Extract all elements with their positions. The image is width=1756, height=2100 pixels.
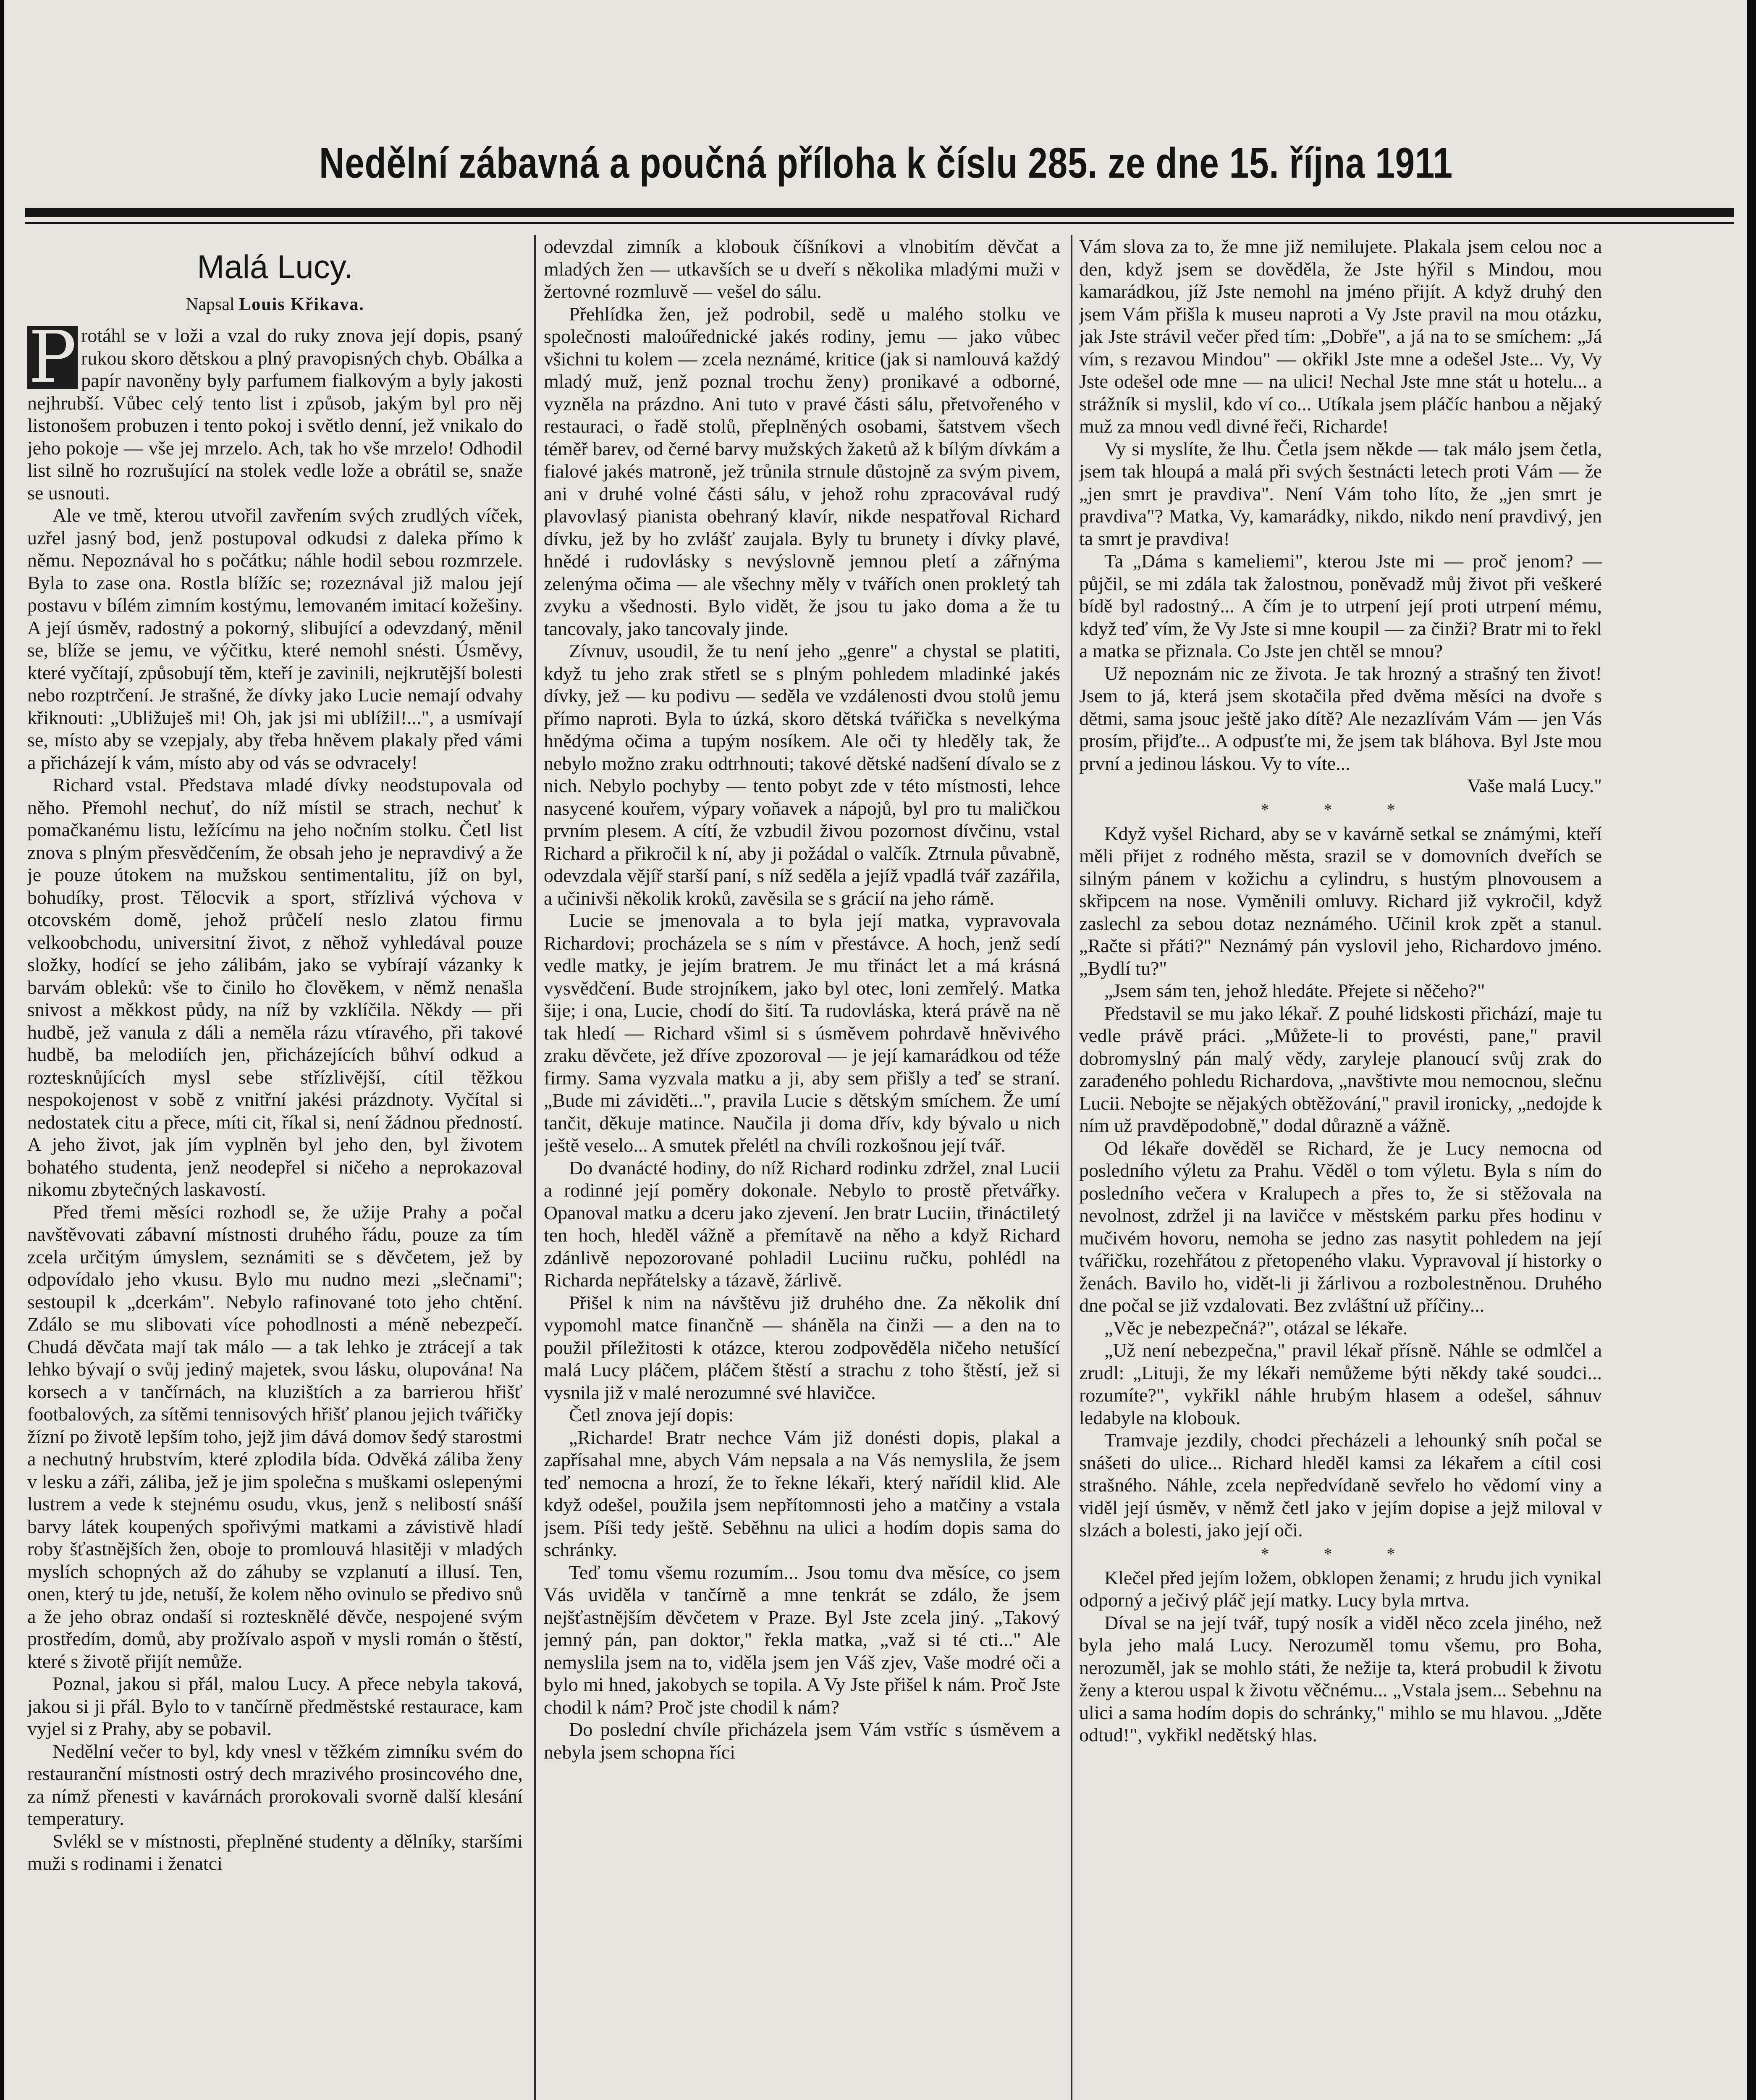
paragraph-text: rotáhl se v loži a vzal do ruky znova její dopis, psaný rukou skoro dětskou a plný pravopisných chyb. Obálka a papír navoněny byly parfumem fialkovým a byly jakosti nejhrubší. Vůbec celý tento list i způsob, jakým byl pro něj listonošem probuzen i tento pokoj i světlo denní, jež vnikalo do jeho pokoje — vše jej mrzelo. Ach, tak ho vše mrzelo! Odhodil list silně ho rozrušující na stolek vedle lože a obrátil se, snaže se usnouti. xyxy=(27,325,523,504)
paragraph: Ale ve tmě, kterou utvořil zavřením svých zrudlých víček, uzřel jasný bod, jenž postupoval odkudsi z daleka přímo k němu. Nepoznával ho s počátku; náhle hodil sebou rozmrzele. Byla to zase ona. Rostla blížíc se; rozeznával již malou její postavu v bílém zimním kostýmu, lemovaném imitací kožešiny. A její úsměv, radostný a pokorný, slibující a odevzdaný, měnil se, blíže se jemu, ve výčitku, které nemohl snésti. Úsměvy, které vyčítají, způsobují těm, kteří je zavinili, nejkrutější bolesti nebo rozptrčení. Je strašné, že dívky jako Lucie nemají odvahy křiknouti: „Ubližuješ mi! Oh, jak jsi mi ublížil!...", a usmívají se, místo aby se vzepjaly, aby třeba hněvem plakaly před vámi a přicházejí k vám, místo aby od vás se odvracely! xyxy=(27,504,523,773)
column-3 xyxy=(1079,235,1602,2100)
header-rule-thin xyxy=(25,222,1734,224)
letter-paragraph: Teď tomu všemu rozumím... Jsou tomu dva měsíce, co jsem Vás uviděla v tančírně a mne tenkrát se zdálo, že jsem nejšťastnějším děvčetem v Praze. Byl Jste zcela jiný. „Takový jemný pán, pan doktor," řekla matka, „važ si té cti..." Ale nemyslila jsem na to, viděla jsem jen Váš zjev, Vaše modré oči a bylo mi hned, jakobych se topila. A Vy Jste přišel k nám. Proč Jste chodil k nám? Proč jste chodil k nám? xyxy=(544,1561,1060,1718)
column-rule xyxy=(534,235,536,2100)
paragraph: Klečel před jejím ložem, obklopen ženami; z hrudu jich vynikal odporný a ječivý pláč její matky. Lucy byla mrtva. xyxy=(1079,1567,1602,1611)
letter-paragraph: Do poslední chvíle přicházela jsem Vám vstříc s úsměvem a nebyla jsem schopna říci xyxy=(544,1719,1060,1763)
paragraph: Četl znova její dopis: xyxy=(569,1404,734,1425)
column-2 xyxy=(544,235,1060,2100)
newspaper-page xyxy=(4,0,1747,2100)
section-break: * * * xyxy=(1261,800,1421,819)
paragraph: Nedělní večer to byl, kdy vnesl v těžkém zimníku svém do restauranční místnosti ostrý dech mrazivého prosincového dne, za nímž přenesti v kavárnách prorokovali svorně další klesání temperatury. xyxy=(27,1740,523,1829)
story-title: Malá Lucy. xyxy=(197,248,353,285)
paragraph xyxy=(27,316,523,504)
paragraph: Přehlídka žen, jež podrobil, sedě u malého stolku ve společnosti maloúřednické jakés rodiny, jemu — jako vůbec všichni tu kolem — zcela neznámé, kritice (jak si namlouvá každý mladý muž, jenž poznal trochu ženy) pronikavé a odborné, vyzněla na prázdno. Ani tuto v pravé části sálu, přetvořeného v restauraci, o řadě stolů, přeplněných osobami, šatstvem všech téměř barev, od černé barvy mužských žaketů až k bílým dívkám a fialové jakés matroně, jež trůnila strnule důstojně za svým pivem, ani v druhé volné části sálu, v jehož rohu zpracovával rudý plavovlasý pianista obehraný klavír, nikde nespatřoval Richard dívku, jež by ho zvlášť zaujala. Byly tu brunety i dívky plavé, hnědé i rudovlásky s nevýslovně jemnou pletí a zářnýma zelenýma očima — ale všechny měly v tvářích onen prokletý tah zvyku a všednosti. Bylo vidět, že jsou tu jako doma a že tu tancovaly, jako tancovaly jinde. xyxy=(544,303,1060,639)
letter-paragraph: Ta „Dáma s kameliemi", kterou Jste mi — proč jenom? — půjčil, se mi zdála tak žalostnou, poněvadž můj život při veškeré bídě byl radostný... A čím je to utrpení její proti utrpení mému, když teď vím, že Vy Jste si mne koupil — za činži? Bratr mi to řekl a matka se přiznala. Co Jste jen chtěl se mnou? xyxy=(1079,550,1602,662)
paragraph: Přišel k nim na návštěvu již druhého dne. Za několik dní vypomohl matce finančně — shánělа na činži — a den na to použil příležitosti k otázce, kterou zodpověděla ničeho netušící malá Lucy pláčem, pláčem štěstí a strachu z toho štěstí, jež si vysnila již v malé nerozumné své hlavičce. xyxy=(544,1292,1060,1403)
paragraph: Představil se mu jako lékař. Z pouhé lidskosti přichází, maje tu vedle právě práci. „Můžete-li to provésti, pane," pravil dobromyslný pán malý vědy, zaryleje planoucí svůj zrak do zarađeného pohledu Richardova, „navštivte mou nemocnou, slečnu Lucii. Nebojte se nějakých obtěžování," pravil ironicky, „nedojde k ním už pravděpodobně," dodal důrazně a vážně. xyxy=(1079,1002,1602,1136)
byline-prefix: Napsal xyxy=(186,295,235,314)
column-rule xyxy=(1071,235,1072,2100)
paragraph: Díval se na její tvář, tupý nosík a viděl něco zcela jiného, než byla jeho malá Lucy. Nerozuměl tomu všemu, pro Boha, nerozuměl, jak se mohlo státi, že nežije ta, která probudil k životu ženy a kterou uspal k životu věčnému... „Vstala jsem... Sebehnu na ulici a sama hodím dopis do schránky," mihlo se mu hlavou. „Jděte odtud!", vykřikl nedětský hlas. xyxy=(1079,1612,1602,1746)
letter-signature: Vaše malá Lucy." xyxy=(1467,775,1602,796)
column-1 xyxy=(27,235,523,2100)
paragraph: Zívnuv, usoudil, že tu není jeho „genre" a chystal se platiti, když tu jeho zrak střetl se s plným pohledem mladinké jakés dívky, jež — ku podivu — seděla ve vzdálenosti dvou stolů jemu přímo naproti. Byla to úzká, skoro dětská tvářička s nevelkýma hnědýma očima a tupým nosíkem. Ale oči ty hleděly tak, že nebylo možno zraku odtrhnouti; takové dětské nadšení dívalo se z nich. Nebylo pochyby — tento pobyt zde v této místnosti, lehce nasycené kouřem, výpary voňavek a nápojů, byl pro tu maličkou prvním plesem. A cítí, že vzbudil živou pozornost dívčinu, vstal Richard a přikročil k ní, aby ji požádal o valčík. Ztrnula půvabně, odevzdala vějíř starší paní, s níž seděla a jejíž vpadlá tvář zazářila, a učinivši několik kroků, zavěsila se s grácií na jeho rámě. xyxy=(544,640,1060,909)
paragraph: Poznal, jakou si přál, malou Lucy. A přece nebyla taková, jakou si ji přál. Bylo to v tančírně předměstské restaurace, kam vyjel si z Prahy, aby se pobavil. xyxy=(27,1673,523,1739)
paragraph: Když vyšel Richard, aby se v kavárně setkal se známými, kteří měli přijet z rodného města, srazil se v domovních dveřích se silným pánem v kožichu a cylindru, s hustým plnovousem a skřipcem na nose. Vyměnili omluvy. Richard již vykročil, když zaslechl za sebou dotaz neznámého. Učinil krok zpět a stanul. „Račte si přáti?" Neznámý pán vyslovil jeho, Richardovo jméno. „Bydlí tu?" xyxy=(1079,822,1602,979)
paragraph: Tramvaje jezdily, chodci přecházeli a lehounký sníh počal se snášeti do ulice... Richard hleděl kamsi za lékařem a cítil cosi strašného. Náhle, zcela nepředvídaně sevřelo ho vědomí viny a viděl její úsměv, v němž četl jako v jejím dopise a jejž miloval v slzách a bolesti, jako její oči. xyxy=(1079,1429,1602,1541)
paragraph: „Už není nebezpečna," pravil lékař přísně. Náhle se odmlčel a zrudl: „Lituji, že my lékaři nemůžeme býti někdy také soudci... rozumíte?", vykřikl náhle hrubým hlasem a odešel, sáhnuv ledabyle na klobouk. xyxy=(1079,1339,1602,1428)
drop-cap: P xyxy=(27,326,78,389)
byline-author: Louis Křikava. xyxy=(239,295,364,314)
letter-paragraph: „Richarde! Bratr nechce Vám již donésti dopis, plakal a zapřísahal mne, abych Vám nepsala a na Vás nemyslila, že jsem teď nemocna a hrozí, že to řekne lékaři, který nařídil klid. Ale když odešel, použila jsem nepřítomnosti jeho a matčiny a vstala jsem. Píši tedy ještě. Seběhnu na ulici a hodím dopis sama do schránky. xyxy=(544,1426,1060,1560)
paragraph: Od lékaře dověděl se Richard, že je Lucy nemocna od posledního výletu za Prahu. Věděl o tom výletu. Byla s ním do posledního večera v Kralupech a přes to, že si stěžovala na nevolnost, zdržel ji na lavičce v městském parku přes hodinu v mučivém hovoru, nemoha se jedno zas nasytit pohledem na její tvářičku, rozehřátou z přetopeného vlaku. Vypravoval jí historky o ženách. Bavilo ho, vidět-li ji žárlivou a rozbolestněnou. Druhého dne počal se již vzdalovati. Bez zvláštní už příčiny... xyxy=(1079,1137,1602,1316)
paragraph: Lucie se jmenovala a to byla její matka, vypravovala Richardovi; procházela se s ním v přestávce. A hoch, jenž sedí vedle matky, je jejím bratrem. Je mu třináct let a má krásná vysvědčení. Bude strojníkem, jako byl otec, loni zemřelý. Matka šije; i ona, Lucie, chodí do šití. Ta rudovláska, která právě na ně tak hledí — Richard všiml si s úsměvem pohrdavě hněvivého zraku děvčete, jež dříve zpozoroval — je její kamarádkou od téže firmy. Sama vyzvala matku a ji, aby sem přišly a teď se straní. „Bude mi záviděti...", pravila Lucie s dětským smíchem. Že umí tančit, děkuje matince. Naučila ji doma dřív, kdy bývalo u nich ještě veselo... A smutek přelétl na chvíli rozkošnou její tvář. xyxy=(544,910,1060,1156)
header-rule xyxy=(25,208,1734,217)
section-break: * * * xyxy=(1261,1544,1421,1563)
paragraph: odevzdal zimník a klobouk číšníkovi a vlnobitím děvčat a mladých žen — utkavších se u dveří s několika mladými muži v žertovné rozmluvě — vešel do sálu. xyxy=(544,236,1060,302)
letter-paragraph: Vám slova za to, že mne již nemilujete. Plakala jsem celou noc a den, když jsem se dověděla, že Jste hýřil s Mindou, mou kamarádkou, jíž Jste nemohl na jméno přijít. A když druhý den jsem Vám přišla k museu naproti a Vy Jste pravil na mou otázku, jak Jste strávil večer před tím: „Dobře", a já na to se smíchem: „Já vím, s rezavou Mindou" — okřikl Jste mne a odešel Jste... Vy, Vy Jste odešel ode mne — na ulici! Nechal Jste mne stát u hotelu... a strážník si myslil, kdo ví co... Utíkala jsem pláčíc hanbou a nějaký muž za mnou vedl divné řeči, Richarde! xyxy=(1079,236,1602,437)
paragraph: Richard vstal. Představa mladé dívky neodstupovala od něho. Přemohl nechuť, do níž místil se strach, nechuť k pomačkanému listu, ležícímu na jeho nočním stolku. Četl list znova s plným přesvědčením, že obsah jeho je nepravdivý a že je pouze útokem na mužskou sentimentalitu, jíž on byl, bohudíky, prost. Tělocvik a sport, střízlivá výchova v otcovském domě, jehož průčelí neslo zlatou firmu velkoobchodu, universitní život, z něhož vyhledával pouze složky, hodící se jeho zálibám, jako se vybírají vázanky k barvám obleků: vše to činilo ho člověkem, v němž nenašla snivost a měkkost půdy, na níž by vzklíčila. Někdy — při hudbě, jež vanula z dáli a neměla rázu vtíravého, při takové hudbě, ba melodiích jen, přicházejících bůhví odkud a roztesknůjících mysl sebe střízlivější, cítil těžkou nespokojenost v sobě z vnitřní jakési prázdnoty. Vyčítal si nedostatek citu a přece, míti cit, říkal si, není žádnou předností. A jeho život, jak jím vyplněn byl jeho den, byl životem bohatého studenta, jenž neodepřel si ničeho a neprokazoval nikomu zbytečných laskavostí. xyxy=(27,774,523,1200)
byline xyxy=(27,290,523,319)
paragraph: Před třemi měsíci rozhodl se, že užije Prahy a počal navštěvovati zábavní místnosti druhého řádu, pouze za tím zcela určitým úmyslem, seznámiti se s děvčetem, jež by odpovídalo jeho vkusu. Bylo mu nudno mezi „slečnami"; sestoupil k „dcerkám". Nebylo rafinované toto jeho chtění. Zdálo se mu slibovati více pohodlnosti a méně nebezpečí. Chudá děvčata mají tak málo — a tak lehko je ztrácejí a tak lehko bývají o svůj jediný majetek, svou lásku, olupována! Na korsech a v tančírnách, na kluzištích a za barrierou hřišť footbalových, za sítěmi tennisových hřišť planou jejich tvářičky žízní po životě lepším toho, jejž jim dává domov šedý starostmi a nechutný hrubstvím, které zplodila bída. Odvěká záliba ženy v lesku a záři, záliba, jež je jim společna s muškami oslepenými lustrem a vede k stejnému osudu, vkus, jenž s nelibostí snáší barvy látek koupených spořivými matkami a závistivě hladí roby šťastnějších žen, oboje to promlouvá hlasitěji v mladých myslích schopných až do záhuby se vzplanutí a illusí. Ten, onen, který tu jde, netuší, že kolem něho ovinulo se předivo snů a že jeho obraz ondaší si roztesknělé děvče, nespojené svým prostředím, domů, aby prožívalo aspoň v mysli román o štěstí, které s životě přijít nemůže. xyxy=(27,1201,523,1672)
letter-paragraph: Už nepoznám nic ze života. Je tak hrozný a strašný ten život! Jsem to já, která jsem skotačila před dvěma měsíci na dvoře s dětmi, sama jsouc ještě jako dítě? Ale nezazlívám Vám — jen Vás prosím, přijďte... A odpusťte mi, že jsem tak bláhova. Byl Jste mou první a jedinou láskou. Vy to víte... xyxy=(1079,662,1602,774)
paragraph: „Věc je nebezpečná?", otázal se lékaře. xyxy=(1104,1317,1408,1339)
paragraph: Svlékl se v místnosti, přeplněné studenty a dělníky, staršími muži s rodinami i ženatci xyxy=(27,1830,523,1874)
letter-paragraph: Vy si myslíte, že lhu. Četla jsem někde — tak málo jsem četla, jsem tak hloupá a malá při svých šestnácti letech proti Vám — že „jen smrt je pravdiva". Není Vám toho líto, že „jen smrt je pravdiva"? Matka, Vy, kamarádky, nikdo, nikdo není pravdivý, jen ta smrt je pravdiva! xyxy=(1079,438,1602,549)
masthead-area xyxy=(55,122,1717,202)
masthead-title: Nedělní zábavná a poučná příloha k číslu 285. ze dne 15. října 1911 xyxy=(319,139,1453,187)
paragraph: Do dvanácté hodiny, do níž Richard rodinku zdržel, znal Lucii a rodinné její poměry dokonale. Nebylo to prostě přetvářky. Opanoval matku a dceru jako zjevení. Jen bratr Luciin, třináctiletý ten hoch, hleděl vážně a přemítavě na něho a když Richard zdánlivě nepozorované pohladil Luciinu ručku, pohlédl na Richarda nepřátelsky a tázavě, žárlivě. xyxy=(544,1157,1060,1291)
paragraph: „Jsem sám ten, jehož hledáte. Přejete si něčeho?" xyxy=(1104,980,1485,1001)
